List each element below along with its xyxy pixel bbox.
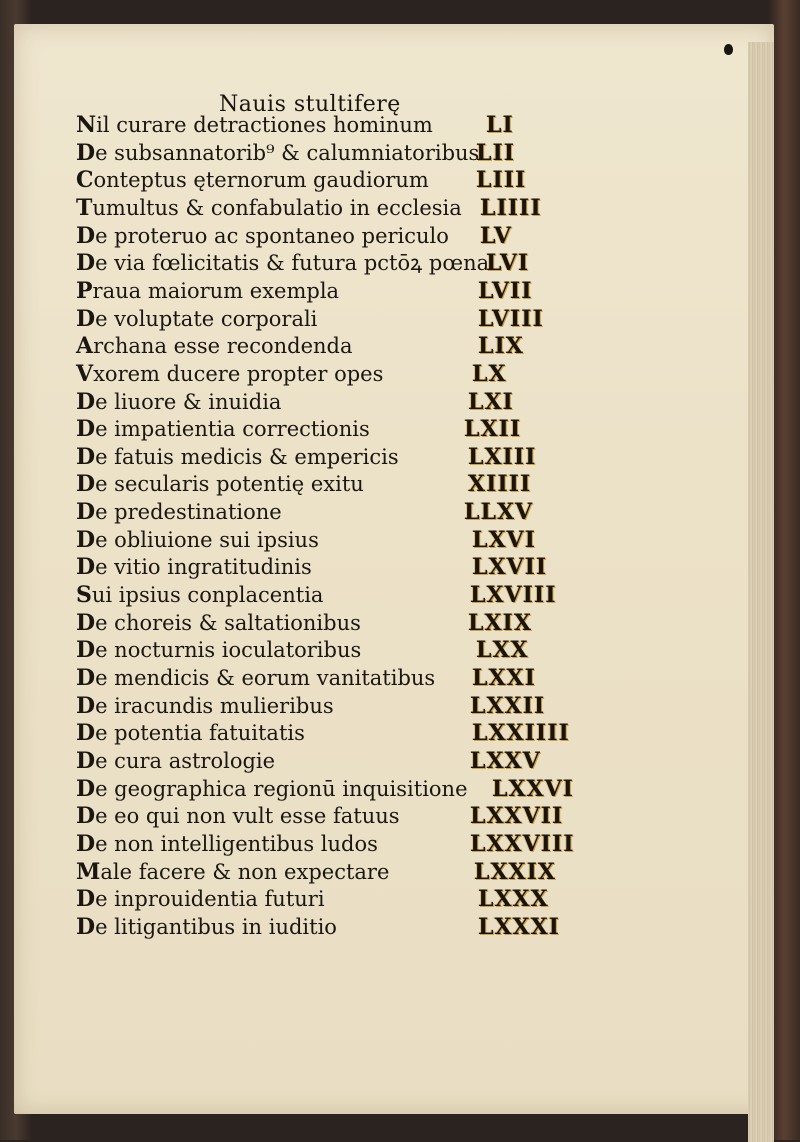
chapter-number: LLXV: [464, 499, 534, 526]
chapter-title: De fatuis medicis & empericis: [76, 443, 399, 470]
chapter-title: Archana esse recondenda: [76, 333, 353, 360]
chapter-number: LXVIII: [470, 582, 557, 609]
toc-row: [14, 306, 774, 333]
chapter-title: Tumultus & confabulatio in ecclesia: [76, 194, 462, 221]
toc-row: [14, 471, 774, 498]
chapter-title: De subsannatorib⁹ & calumniatoribus: [76, 139, 480, 166]
chapter-title: De inprouidentia futuri: [76, 886, 325, 913]
toc-row: [14, 499, 774, 526]
toc-row: [14, 776, 774, 803]
toc-row: [14, 831, 774, 858]
chapter-number: LV: [480, 222, 512, 249]
toc-row: [14, 167, 774, 194]
chapter-number: LXXVI: [492, 775, 574, 802]
chapter-title: De iracundis mulieribus: [76, 692, 334, 719]
chapter-number: LXXV: [470, 747, 541, 774]
chapter-title: De cura astrologie: [76, 747, 276, 774]
book-page: [14, 24, 774, 1114]
chapter-number: LXXVIII: [470, 830, 575, 857]
chapter-number: LXXVII: [470, 803, 564, 830]
chapter-number: LXXXI: [478, 913, 560, 940]
toc-row: [14, 665, 774, 692]
chapter-number: LVII: [478, 277, 533, 304]
chapter-number: LXIII: [468, 443, 537, 470]
toc-row: [14, 693, 774, 720]
toc-row: [14, 195, 774, 222]
chapter-title: De nocturnis ioculatoribus: [76, 637, 362, 664]
toc-row: [14, 610, 774, 637]
chapter-number: LXII: [464, 416, 522, 443]
chapter-number: LII: [476, 139, 516, 166]
chapter-number: LXXX: [478, 886, 549, 913]
chapter-number: LXX: [476, 637, 529, 664]
toc-row: [14, 914, 774, 941]
chapter-title: Sui ipsius conplacentia: [76, 582, 324, 609]
chapter-title: De via fœlicitatis & futura pctōꝝ pœna: [76, 250, 490, 277]
table-of-contents: [14, 24, 774, 1114]
chapter-title: Praua maiorum exempla: [76, 277, 340, 304]
toc-row: [14, 250, 774, 277]
chapter-number: LIII: [476, 167, 527, 194]
toc-row: [14, 361, 774, 388]
toc-row: [14, 140, 774, 167]
chapter-title: De non intelligentibus ludos: [76, 830, 378, 857]
chapter-number: LIX: [478, 333, 524, 360]
chapter-title: De eo qui non vult esse fatuus: [76, 803, 400, 830]
running-header: Nauis stultiferę: [219, 92, 401, 117]
chapter-number: LXVII: [472, 554, 548, 581]
chapter-number: LXXIIII: [472, 720, 570, 747]
toc-row: [14, 859, 774, 886]
chapter-title: De mendicis & eorum vanitatibus: [76, 665, 436, 691]
chapter-title: Male facere & non expectare: [76, 858, 390, 885]
chapter-title: De litigantibus in iuditio: [76, 913, 337, 940]
chapter-title: De obliuione sui ipsius: [76, 526, 319, 553]
toc-row: [14, 748, 774, 775]
toc-row: [14, 637, 774, 664]
chapter-title: Vxorem ducere propter opes: [76, 360, 384, 387]
chapter-number: LI: [486, 112, 514, 138]
chapter-title: De proteruo ac spontaneo periculo: [76, 222, 449, 249]
chapter-title: Nil curare detractiones hominum: [76, 112, 433, 138]
chapter-number: LXI: [468, 388, 514, 415]
chapter-number: LXVI: [472, 526, 536, 553]
chapter-number: LXXII: [470, 692, 546, 719]
toc-row: [14, 444, 774, 471]
chapter-title: De vitio ingratitudinis: [76, 554, 312, 581]
toc-row: [14, 278, 774, 305]
chapter-number: LX: [472, 360, 507, 387]
chapter-title: De choreis & saltationibus: [76, 609, 361, 636]
toc-row: [14, 416, 774, 443]
chapter-number: LXXIX: [474, 858, 556, 885]
chapter-title: De impatientia correctionis: [76, 416, 370, 443]
toc-row: [14, 527, 774, 554]
toc-row: [14, 886, 774, 913]
toc-row: [14, 720, 774, 747]
toc-row: [14, 333, 774, 360]
chapter-title: De voluptate corporali: [76, 305, 318, 332]
toc-row: [14, 389, 774, 416]
chapter-number: LIIII: [480, 194, 542, 221]
toc-row: [14, 582, 774, 609]
chapter-title: De geographica regionū inquisitione: [76, 775, 468, 802]
chapter-number: LXXI: [472, 665, 536, 691]
chapter-title: De secularis potentię exitu: [76, 471, 364, 498]
chapter-number: LVI: [486, 250, 530, 277]
chapter-title: De liuore & inuidia: [76, 388, 282, 415]
toc-row: [14, 112, 774, 139]
toc-row: [14, 554, 774, 581]
chapter-number: LXIX: [468, 609, 532, 636]
toc-row: [14, 223, 774, 250]
chapter-title: De potentia fatuitatis: [76, 720, 305, 747]
chapter-title: De predestinatione: [76, 499, 282, 526]
chapter-number: LVIII: [478, 305, 544, 332]
chapter-number: XIIII: [468, 471, 532, 498]
chapter-title: Conteptus ęternorum gaudiorum: [76, 167, 429, 194]
toc-row: [14, 803, 774, 830]
